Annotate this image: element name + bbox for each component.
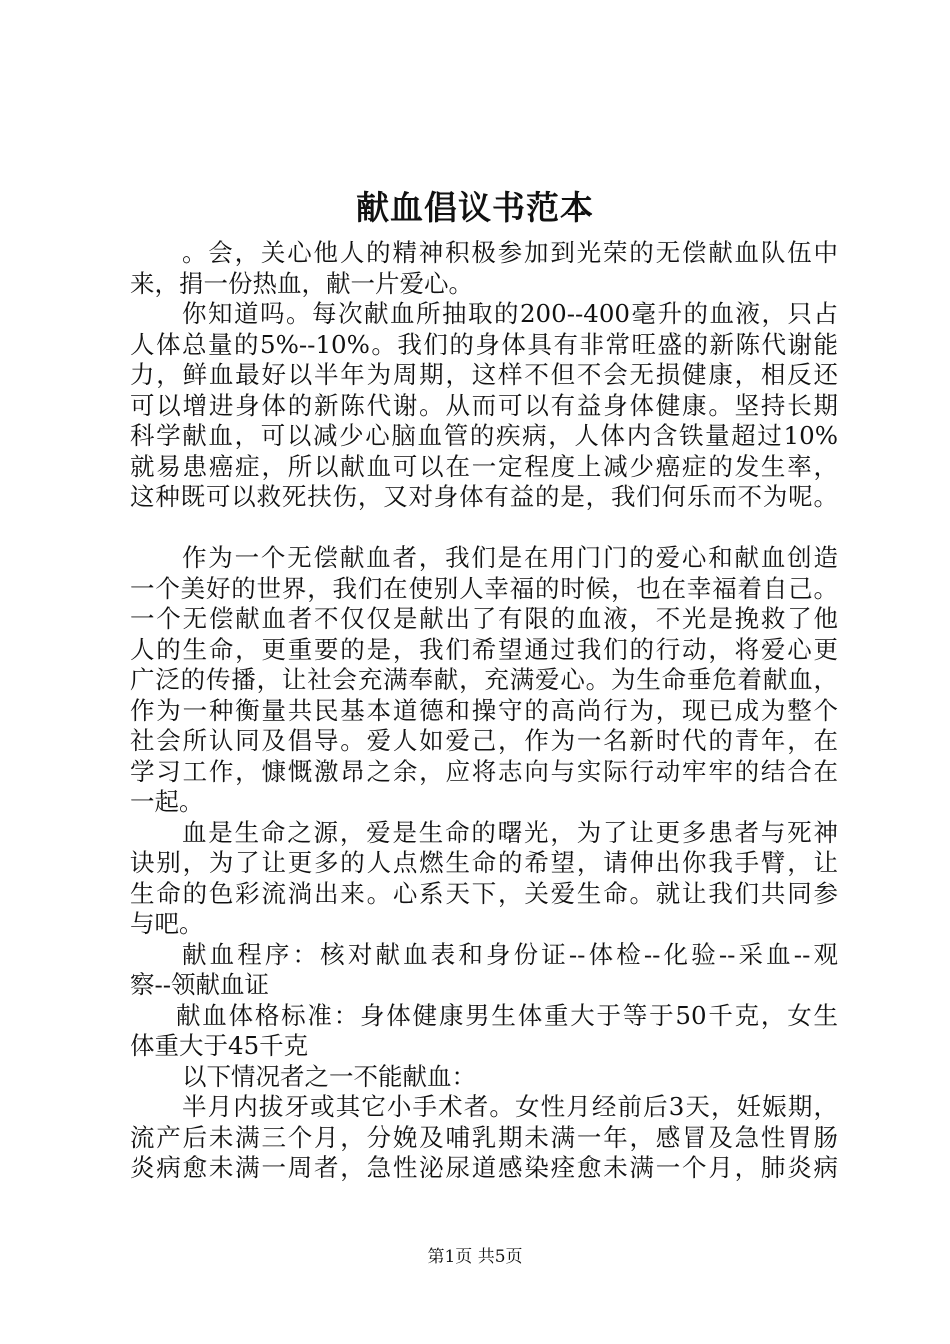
text-line: 血是生命之源，爱是生命的曙光，为了让更多患者与死神: [182, 817, 838, 847]
text-line: 力，鲜血最好以半年为周期，这样不但不会无损健康，相反还: [130, 360, 838, 389]
text-line: 一个无偿献血者不仅仅是献出了有限的血液，不光是挽救了他: [130, 604, 838, 633]
document-body: [130, 238, 838, 1184]
document-title: 献血倡议书范本: [356, 188, 594, 227]
page-footer: 第1页 共5页: [427, 1247, 523, 1267]
text-line: 人体总量的5%--10%。我们的身体具有非常旺盛的新陈代谢能: [130, 329, 838, 359]
text-line: 献血程序：核对献血表和身份证--体检--化验--采血--观: [182, 939, 838, 969]
text-line: 可以增进身体的新陈代谢。从而可以有益身体健康。坚持长期: [130, 390, 838, 420]
text-line: 察--领献血证: [130, 970, 270, 999]
text-line: 炎病愈未满一周者，急性泌尿道感染痊愈未满一个月，肺炎病: [130, 1153, 838, 1182]
text-line: 社会所认同及倡导。爱人如爱己，作为一名新时代的青年，在: [130, 726, 838, 755]
text-line: 作为一个无偿献血者，我们是在用门门的爱心和献血创造: [182, 543, 838, 572]
text-line: 半月内拔牙或其它小手术者。女性月经前后3天，妊娠期，: [182, 1092, 838, 1121]
text-line: 以下情况者之一不能献血：: [182, 1061, 476, 1091]
text-line: 一起。: [130, 787, 204, 816]
text-line: 。会，关心他人的精神积极参加到光荣的无偿献血队伍中: [182, 238, 838, 267]
text-line: 这种既可以救死扶伤，又对身体有益的是，我们何乐而不为呢。: [130, 482, 838, 511]
text-line: 生命的色彩流淌出来。心系天下，关爱生命。就让我们共同参: [130, 878, 838, 908]
text-line: 来，捐一份热血，献一片爱心。: [130, 268, 473, 298]
text-line: 体重大于45千克: [130, 1031, 309, 1060]
text-line: 献血体格标准：身体健康男生体重大于等于50千克，女生: [176, 1000, 838, 1030]
text-line: 流产后未满三个月，分娩及哺乳期未满一年，感冒及急性胃肠: [130, 1122, 838, 1152]
paragraph-spacer: [130, 513, 838, 544]
text-line: 科学献血，可以减少心脑血管的疾病，人体内含铁量超过10%: [130, 421, 838, 450]
text-line: 诀别，为了让更多的人点燃生命的希望，请伸出你我手臂，让: [130, 848, 838, 877]
text-line: 与吧。: [130, 909, 204, 938]
text-line: 就易患癌症，所以献血可以在一定程度上减少癌症的发生率，: [130, 451, 838, 481]
text-line: 你知道吗。每次献血所抽取的200--400毫升的血液，只占: [182, 299, 838, 328]
text-line: 广泛的传播，让社会充满奉献，充满爱心。为生命垂危着献血，: [130, 665, 838, 694]
text-line: 学习工作，慷慨激昂之余，应将志向与实际行动牢牢的结合在: [130, 756, 838, 786]
text-line: 一个美好的世界，我们在使别人幸福的时候，也在幸福着自己。: [130, 573, 838, 603]
text-line: 人的生命，更重要的是，我们希望通过我们的行动，将爱心更: [130, 634, 838, 664]
text-line: 作为一种衡量共民基本道德和操守的高尚行为，现已成为整个: [130, 695, 838, 725]
